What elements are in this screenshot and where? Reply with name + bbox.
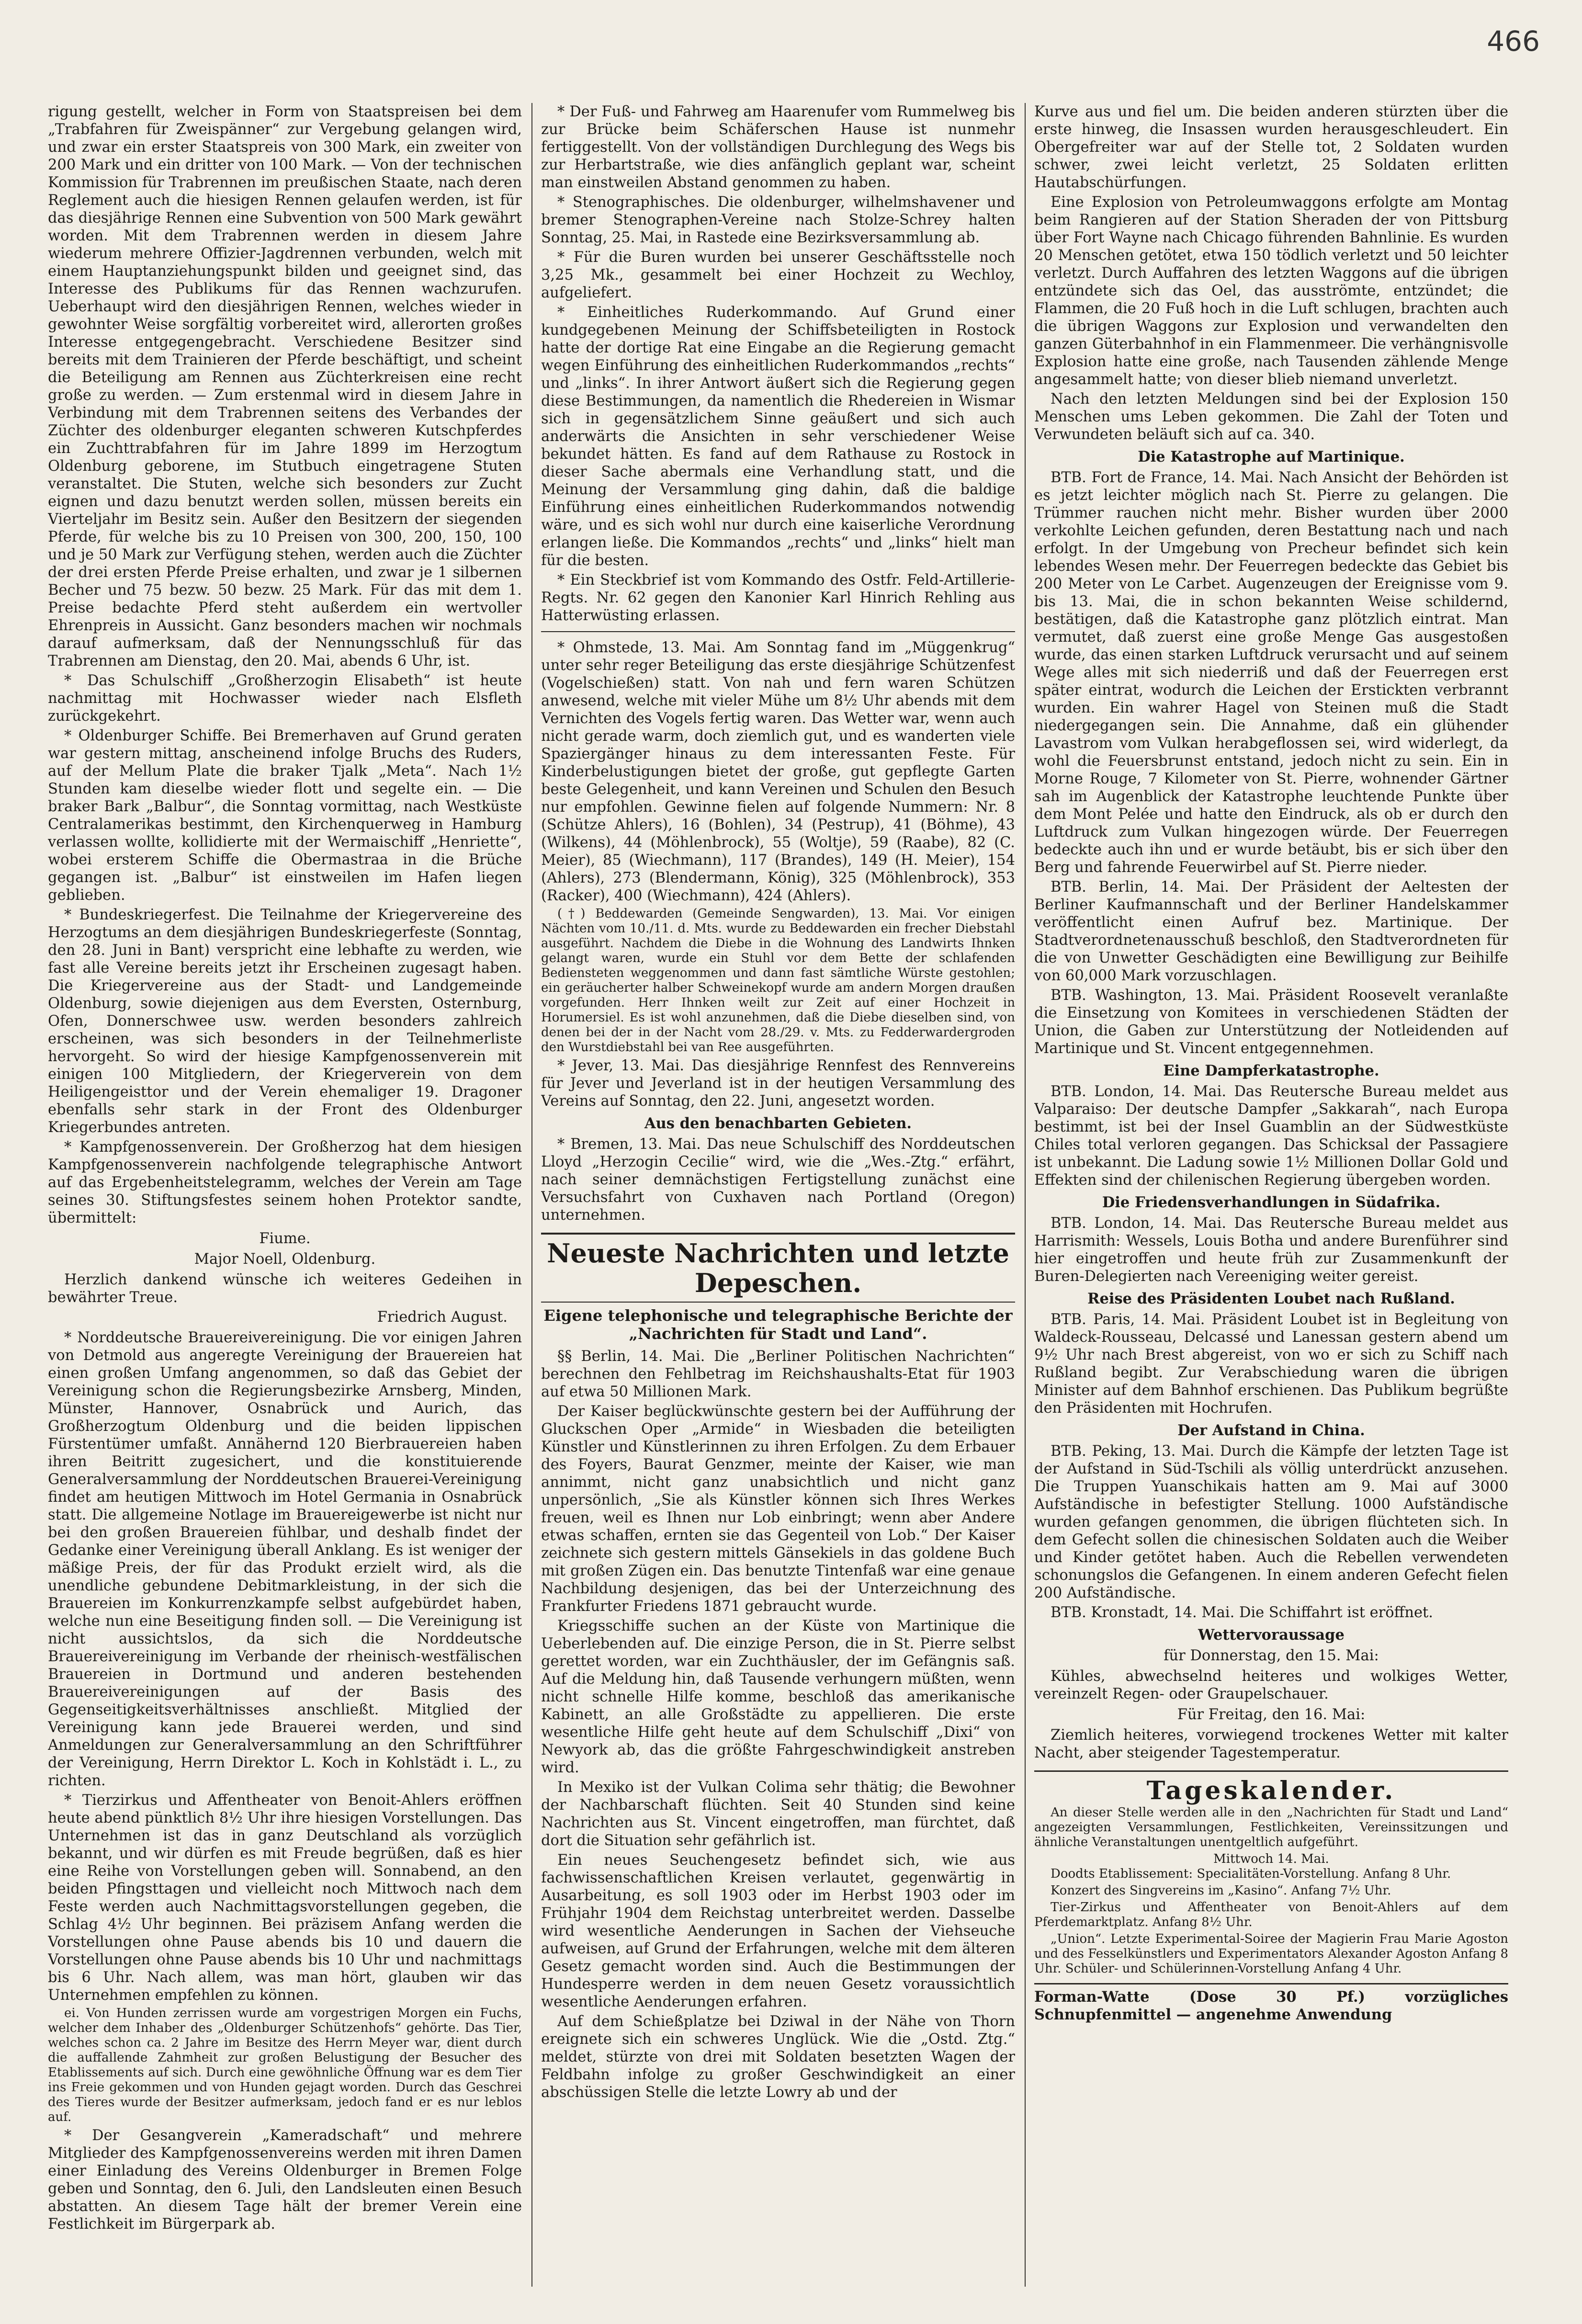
article-brauereivereinigung: * Norddeutsche Brauereivereinigung. Die vor einigen Jahren von Detmold aus angeregte Vereinigung der Brauereien hat einen großen Umfang angenommen, so daß das Gebiet der Vereinigung schon die Regierungsbezirke Arnsberg, Minden, Münster, Hannover, Osnabrück und Aurich, das Großherzogtum Oldenburg und die beiden lippischen Fürstentümer umfaßt. Annähernd 120 Bierbrauereien haben ihren Beitritt zugesichert, und die konstituierende Generalversammlung der Norddeutschen Brauerei-Vereinigung findet am heutigen Mittwoch im Hotel Germania in Osnabrück statt. Die allgemeine Notlage im Brauereigewerbe ist nicht nur bei den großen Brauereien fühlbar, und deshalb findet der Gedanke einer Vereinigung überall Anklang. Es ist weniger der mäßige Preis, der für das Produkt erzielt wird, als die unendliche gebundene Debitmarkleistung, in der sich die Brauereien im Konkurrenzkampfe selbst aufgebürdet haben, welche nun eine Beseitigung finden soll. — Die Vereinigung ist nicht aussichtslos, da sich die Norddeutsche Brauereivereinigung im Verbande der rheinisch-westfälischen Brauereien in Dortmund und anderen bestehenden Brauereivereinigungen auf der Basis des Gegenseitigkeitsverhältnisses anschließt. Mitglied der Vereinigung kann jede Brauerei werden, und sind Anmeldungen zur Generalversammlung an den Schriftführer der Vereinigung, Herrn Direktor L. Koch in Kohlstädt i. L., zu richten. [48, 1329, 522, 1789]
article-ruderkommando: * Einheitliches Ruderkommando. Auf Grund einer kundgegebenen Meinung der Schiffsbeteiligten in Rostock hatte der dortige Rat eine Eingabe an die Regierung gemacht wegen Einführung des einheitlichen Ruderkommandos „rechts“ und „links“. In ihrer Antwort äußert sich die Regierung gegen diese Bestimmungen, da namentlich die Rhedereien in Wismar sich in gegensätzlichem Sinne geäußert und sich auch anderwärts die Ansichten in sehr verschiedener Weise bekundet hätten. Es fand auf dem Rathause zu Rostock in dieser Sache abermals eine Verhandlung statt, und die Meinung der Versammlung ging dahin, daß die baldige Einführung eines einheitlichen Ruderkommandos notwendig wäre, und es sich wohl nur durch eine kaiserliche Verordnung erlangen ließe. Die Kommandos „rechts“ und „links“ hielt man für die besten. [541, 304, 1015, 569]
article-fuchs: ei. Von Hunden zerrissen wurde am vorgestrigen Morgen ein Fuchs, welcher dem Inhaber des „Oldenburger Schützenhofs“ gehörte. Das Tier, welches schon ca. 2 Jahre im Besitze des Herrn Meyer war, dient durch die auffallende Zahmheit zur großen Belustigung der Besucher des Etablissements auf sich. Durch eine gewöhnliche Öffnung war es dem Tier ins Freie gekommen und von Hunden gejagt worden. Durch das Geschrei des Tieres wurde der Besitzer aufmerksam, jedoch fand er es nur leblos auf. [48, 2006, 522, 2124]
article-schiessplatz: Auf dem Schießplatze bei Dziwal in der Nähe von Thorn ereignete sich ein schweres Unglück. Wie die „Ostd. Ztg.“ meldet, stürzte von drei mit Soldaten besetzten Wagen der Feldbahn infolge zu großer Geschwindigkeit an einer abschüssigen Stelle die letzte Lowry ab und der [541, 2013, 1015, 2101]
calendar-intro: An dieser Stelle werden alle in den „Nachrichten für Stadt und Land“ angezeigten Versammlungen, Festlichkeiten, Vereinssitzungen und ähnliche Veranstaltungen unentgeltlich aufgeführt. [1034, 1805, 1508, 1849]
article-steckbrief: * Ein Steckbrief ist vom Kommando des Ostfr. Feld-Artillerie-Regts. Nr. 62 gegen den Kanonier Karl Hinrich Rehling aus Hatterwüsting erlassen. [541, 572, 1015, 624]
article-schulschiff: * Das Schulschiff „Großherzogin Elisabeth“ ist heute nachmittag mit Hochwasser wieder nach Elsfleth zurückgekehrt. [48, 672, 522, 725]
telegram-text: Herzlich dankend wünsche ich weiteres Gedeihen in bewährter Treue. [48, 1271, 522, 1306]
article-oldenburger-schiffe: * Oldenburger Schiffe. Bei Bremerhaven auf Grund geraten war gestern mittag, anscheinend infolge Bruchs des Ruders, auf der Mellum Plate die braker Tjalk „Meta“. Nach 1½ Stunden kam dieselbe wieder flott und segelte ein. — Die braker Bark „Balbur“, die Sonntag vormittag, nach Westküste Centralamerikas bestimmt, den Kirchenquerweg in Hamburg verlassen wollte, kollidierte mit der Wermaischiff „Henriette“, wobei ersterem Schiffe die Obermastraa in die Brüche gegangen ist. „Balbur“ ist einstweilen im Hafen liegen geblieben. [48, 727, 522, 904]
section-heading-latest-news: Neueste Nachrichten und letzte Depeschen. [541, 1233, 1015, 1303]
column-3 [1034, 103, 1508, 2287]
article-trabrennen: rigung gestellt, welcher in Form von Staatspreisen bei dem „Trabfahren für Zweispänner“ zur Vergebung gelangen wird, und zwar ein erster Staatspreis von 300 Mark, ein zweiter von 200 Mark und ein dritter von 100 Mark. — Von der technischen Kommission für Trabrennen im preußischen Staate, nach deren Reglement auch die hiesigen Rennen gelaufen werden, ist für das diesjährige Rennen eine Subvention von 500 Mark gewährt worden. Mit dem Trabrennen werden in diesem Jahre wiederum mehrere Offizier-Jagdrennen verbunden, welch mit einem Hauptanziehungspunkt bilden und geeignet sind, das Interesse des Publikums für das Rennen wachzurufen. Ueberhaupt wird den diesjährigen Rennen, welches wieder in gewohnter Weise sorgfältig vorbereitet wird, allerorten großes Interesse entgegengebracht. Verschiedene Besitzer sind bereits mit dem Trainieren der Pferde beschäftigt, und scheint die Beteiligung am Rennen aus Züchterkreisen eine recht große zu werden. — Zum erstenmal wird in diesem Jahre in Verbindung mit dem Trabrennen seitens des Verbandes der Züchter des oldenburger eleganten schweren Kutschpferdes ein Zuchttrabfahren für im Jahre 1899 im Herzogtum Oldenburg geborene, im Stutbuch eingetragene Stuten veranstaltet. Die Stuten, welche sich besonders zur Zucht eignen und dazu benutzt werden sollen, müssen bereits ein Vierteljahr im Besitz sein. Außer den Besitzern der siegenden Pferde, für welche bis zu 10 Preisen von 300, 200, 150, 100 und je 50 Mark zur Verfügung stehen, werden auch die Züchter der drei ersten Pferde Preise erhalten, und zwar je 1 silbernen Becher und 75 bezw. 50 bezw. 25 Mark. Für das mit dem 1. Preise bedachte Pferd steht außerdem ein wertvoller Ehrenpreis in Aussicht. Ganz besonders machen wir nochmals darauf aufmerksam, daß der Nennungsschluß für das Trabrennen am Dienstag, den 20. Mai, abends 6 Uhr, ist. [48, 103, 522, 669]
weather-forecast-2: Ziemlich heiteres, vorwiegend trockenes Wetter mit kalter Nacht, aber steigender Tagestemperatur. [1034, 1727, 1508, 1761]
article-kronstadt: BTB. Kronstadt, 14. Mai. Die Schiffahrt ist eröffnet. [1051, 1604, 1433, 1621]
article-gesangverein: * Der Gesangverein „Kameradschaft“ und mehrere Mitglieder des Kampfgenossenvereins werden mit ihren Damen einer Einladung des Vereins Oldenburger in Bremen Folge geben und Sonntag, den 6. Juli, den Landsleuten einen Besuch abstatten. An diesem Tage hält der bremer Verein eine Festlichkeit im Bürgerpark ab. [48, 2127, 522, 2233]
article-bundeskriegerfest: * Bundeskriegerfest. Die Teilnahme der Kriegervereine des Herzogtums an dem diesjährigen Bundeskriegerfeste (Sonntag, den 28. Juni in Bant) verspricht eine lebhafte zu werden, wie fast alle Vereine bereits jetzt ihr Erscheinen zugesagt haben. Die Kriegervereine aus der Stadt- und Landgemeinde Oldenburg, sowie diejenigen aus dem Eversten, Osternburg, Ofen, Donnerschwee usw. werden besonders zahlreich erscheinen, was sich besonders in der Teilnehmerliste hervorgeht. So wird der hiesige Kampfgenossenverein mit einigen 100 Mitgliedern, der Kriegerverein von dem Heiligengeisttor und der Verein ehemaliger 19. Dragoner ebenfalls sehr stark in der Front des Oldenburger Kriegerbundes antreten. [48, 907, 522, 1136]
article-berlin-aufruf: BTB. Berlin, 14. Mai. Der Präsident der Aeltesten der Berliner Kaufmannschaft und der Berliner Handelskammer veröffentlicht einen Aufruf bez. Martinique. Der Stadtverordnetenausschuß beschloß, den Stadtverordneten für die von Unwetter Geschädigten eine Bewilligung zur Beihilfe von 60,000 Mark vorzuschlagen. [1034, 879, 1508, 984]
article-paris: BTB. Paris, 14. Mai. Präsident Loubet ist in Begleitung von Waldeck-Rousseau, Delcassé und Lanessan gestern abend um 9½ Uhr nach Brest abgereist, von wo er sich zu Schiff nach Rußland begibt. Zur Verabschiedung waren die übrigen Minister auf dem Bahnhof erschienen. Das Publikum begrüßte den Präsidenten mit Hochrufen. [1034, 1311, 1508, 1417]
section-heading-loubet: Reise des Präsidenten Loubet nach Rußland. [1087, 1290, 1455, 1307]
article-unglueck-cont: Kurve aus und fiel um. Die beiden anderen stürzten über die erste hinweg, die Insassen wurden herausgeschleudert. Ein Obergefreiter war auf der Stelle tot, 2 Soldaten wurden schwer, zwei leicht verletzt, 25 Soldaten erlitten Hautabschürfungen. [1034, 103, 1508, 191]
article-seuchengesetz: Ein neues Seuchengesetz befindet sich, wie aus fachwissenschaftlichen Kreisen verlautet, gegenwärtig in Ausarbeitung, es soll 1903 oder im Herbst 1903 oder im Frühjahr 1904 dem Reichstag unterbreitet werden. Dasselbe wird wesentliche Aenderungen in Sachen der Viehseuche aufweisen, auf Grund der Erfahrungen, welche mit dem älteren Gesetz gemacht worden sind. Auch die Bestimmungen der Hundesperre werden in dem neuen Gesetz voraussichtlich wesentliche Aenderungen erfahren. [541, 1852, 1015, 2010]
article-mexiko: In Mexiko ist der Vulkan Colima sehr thätig; die Bewohner der Nachbarschaft flüchten. Seit 40 Stunden sind keine Nachrichten aus St. Vincent eingetroffen, man fürchtet, daß dort die Situation sehr gefährlich ist. [541, 1779, 1015, 1849]
article-explosion: Eine Explosion von Petroleumwaggons erfolgte am Montag beim Rangieren auf der Station Sheraden der von Pittsburg über Fort Wayne nach Chicago führenden Bahnlinie. Es wurden 20 Menschen getötet, etwa 150 tödlich verletzt und 50 leichter verletzt. Durch Auffahren des letzten Waggons auf die übrigen entzündete sich das Oel, das ausströmte, entzündet; die Flammen, die 20 Fuß hoch in die Luft schlugen, brachten auch die übrigen Waggons zur Explosion und verwandelten den ganzen Güterbahnhof in ein Flammenmeer. Die verhängnisvolle Explosion hatte eine große, nach Tausenden zählende Menge angesammelt hatte; von dieser blieb niemand unverletzt. [1034, 194, 1508, 388]
column-1 [48, 103, 522, 2287]
weather-heading: Wettervoraussage [1198, 1626, 1345, 1644]
article-london-dampfer: BTB. London, 14. Mai. Das Reutersche Bureau meldet aus Valparaiso: Der deutsche Dampfer „Sakkarah“, nach Europa bestimmt, ist bei der Insel Guamblin an der Südwestküste Chiles total verloren gegangen. Das Schicksal der Passagiere ist unbekannt. Die Ladung sowie 1½ Millionen Dollar Gold und Effekten sind der chilenischen Regierung übergeben worden. [1034, 1083, 1508, 1189]
article-kriegsschiffe: Kriegsschiffe suchen an der Küste von Martinique die Ueberlebenden auf. Die einzige Person, die in St. Pierre selbst gerettet worden, war ein Zuchthäusler, der im Gefängnis saß. Auf die Meldung hin, daß Tausende verhungern müßten, wenn nicht schnelle Hilfe komme, beschloß das amerikanische Kabinett, an alle Großstädte zu appellieren. Die erste wesentliche Hilfe geht heute auf dem Schulschiff „Dixi“ von Newyork ab, das die größte Fahrgeschwindigkeit anstreben wird. [541, 1618, 1015, 1776]
column-rule [531, 103, 532, 2287]
article-ohmstede: * Ohmstede, 13. Mai. Am Sonntag fand im „Müggenkrug“ unter sehr reger Beteiligung das erste diesjährige Schützenfest (Vogelschießen) statt. Von nah und fern waren Schützen anwesend, welche mit vieler Mühe um 8½ Uhr abends mit dem Vernichten des Vogels fertig waren. Das Wetter war, wenn auch nicht gerade warm, doch ziemlich gut, und es wanderten viele Spaziergänger hinaus zu dem interessanten Feste. Für Kinderbelustigungen bietet der große, gut gepflegte Garten beste Gelegenheit, und kann Vereinen und Schulen den Besuch nur empfohlen. Gewinne fielen auf folgende Nummern: Nr. 8 (Schütze Ahlers), 16 (Bohlen), 34 (Pestrup), 41 (Böhme), 43 (Wilkens), 44 (Möhlenbrock), 55 (Woltje), 59 (Raabe), 82 (C. Meier), 85 (Wiechmann), 117 (Brandes), 149 (H. Meier), 154 (Ahlers), 273 (Blendermann, König), 325 (Möhlenbrock), 353 (Racker), 400 (Wiechmann), 424 (Ahlers). [541, 639, 1015, 904]
article-kaiser: Der Kaiser beglückwünschte gestern bei der Aufführung der Gluckschen Oper „Armide“ in Wiesbaden die beteiligten Künstler und Künstlerinnen zu ihren Erfolgen. Zu dem Erbauer des Foyers, Baurat Genzmer, meinte der Kaiser, wie man annimmt, nicht ganz unabsichtlich und nicht ganz unpersönlich, „Sie als Künstler können sich Ihres Werkes freuen, weil es Ihnen nur Lob einbringt; wenn aber Andere etwas schaffen, ernten sie das Gegenteil von Lob.“ Der Kaiser zeichnete sich gestern mittels Gänsekiels in das goldene Buch mit großen Zügen ein. Das benutzte Tintenfaß war eine genaue Nachbildung desjenigen, das bei der Unterzeichnung des Frankfurter Friedens 1871 gebraucht wurde. [541, 1403, 1015, 1615]
section-heading-china: Der Aufstand in China. [1177, 1422, 1365, 1439]
section-heading-suedafrika: Die Friedensverhandlungen in Südafrika. [1102, 1194, 1441, 1211]
article-stenographisches: * Stenographisches. Die oldenburger, wilhelmshavener und bremer Stenographen-Vereine nach Stolze-Schrey halten Sonntag, 25. Mai, in Rastede eine Bezirksversammlung ab. [541, 194, 1015, 246]
article-fussweg: * Der Fuß- und Fahrweg am Haarenufer vom Rummelweg bis zur Brücke beim Schäferschen Hause ist nunmehr fertiggestellt. Von der vollständigen Durchlegung des Wegs bis zur Herbartstraße, wie dies anfänglich geplant war, scheint man einstweilen Abstand genommen zu haben. [541, 103, 1015, 191]
article-bremen: * Bremen, 13. Mai. Das neue Schulschiff des Norddeutschen Lloyd „Herzogin Cecilie“ wird, wie die „Wes.-Ztg.“ erfährt, nach seiner demnächstigen Fertigstellung zunächst eine Versuchsfahrt von Cuxhaven nach Portland (Oregon) unternehmen. [541, 1136, 1015, 1224]
article-jever: * Jever, 13. Mai. Das diesjährige Rennfest des Rennvereins für Jever und Jeverland ist in der heutigen Versammlung des Vereins auf Sonntag, den 22. Juni, angesetzt worden. [541, 1057, 1015, 1110]
article-kampfgenossenverein: * Kampfgenossenverein. Der Großherzog hat dem hiesigen Kampfgenossenverein nachfolgende telegraphische Antwort auf das Ergebenheitstelegramm, welches der Verein am Tage seines 30. Stiftungsfestes seinem hohen Protektor sandte, übermittelt: [48, 1139, 522, 1226]
article-explosion-update: Nach den letzten Meldungen sind bei der Explosion 150 Menschen ums Leben gekommen. Die Zahl der Toten und Verwundeten beläuft sich auf ca. 340. [1034, 391, 1508, 443]
calendar-entry: Doodts Etablissement: Specialitäten-Vorstellung. Anfang 8 Uhr. [1051, 1867, 1451, 1881]
telegram-signature: Friedrich August. [377, 1309, 508, 1326]
telegram-address: Major Noell, Oldenburg. [194, 1251, 376, 1268]
telegram-place: Fiume. [259, 1230, 311, 1247]
calendar-entry: Konzert des Singvereins im „Kasino“. Anfang 7½ Uhr. [1051, 1883, 1391, 1898]
column-rule [1025, 103, 1026, 2287]
article-london-buren: BTB. London, 14. Mai. Das Reutersche Bureau meldet aus Harrismith: Wessels, Louis Botha und andere Burenführer sind hier eingetroffen und heute früh zur Zusammenkunft der Buren-Delegierten nach Vereeniging weiter gereist. [1034, 1215, 1508, 1285]
weather-day-1: für Donnerstag, den 15. Mai: [1164, 1647, 1379, 1664]
calendar-day: Mittwoch 14. Mai. [1213, 1852, 1329, 1866]
article-buren: * Für die Buren wurden bei unserer Geschäftsstelle noch 3,25 Mk., gesammelt bei einer Hochzeit zu Wechloy, aufgeliefert. [541, 249, 1015, 301]
weather-day-2: Für Freitag, den 16. Mai: [1177, 1706, 1366, 1723]
calendar-entry: „Union“. Letzte Experimental-Soiree der Magierin Frau Marie Agoston und des Fesselkünstlers und Experimentators Alexander Agoston Anfang 8 Uhr. Schüler- und Schülerinnen-Vorstellung Anfang 4 Uhr. [1034, 1932, 1508, 1976]
article-washington: BTB. Washington, 13. Mai. Präsident Roosevelt veranlaßte die Einsetzung von Komitees in verschiedenen Städten der Union, die Gaben zur Unterstützung der Notleidenden auf Martinique und St. Vincent entgegennehmen. [1034, 987, 1508, 1057]
page-number: 466 [1487, 25, 1540, 57]
section-heading-martinique: Die Katastrophe auf Martinique. [1138, 448, 1405, 465]
advertisement: Forman-Watte (Dose 30 Pf.) vorzügliches Schnupfenmittel — angenehme Anwendung [1034, 1983, 1508, 2024]
article-peking: BTB. Peking, 13. Mai. Durch die Kämpfe der letzten Tage ist der Aufstand in Süd-Tschili als völlig unterdrückt anzusehen. Die Truppen Yuanschikais hatten am 9. Mai auf 3000 Aufständische in befestigter Stellung. 1000 Aufständische wurden gefangen genommen, die übrigen flüchteten sich. In dem Gefecht sollen die chinesischen Soldaten auch die Weiber und Kinder getötet haben. Auch die Rebellen verwendeten schonungslos die Gefangenen. In einem anderen Gefecht fielen 200 Aufständische. [1034, 1443, 1508, 1601]
section-heading-neighbors: Aus den benachbarten Gebieten. [644, 1115, 912, 1132]
calendar-heading: Tageskalender. [1034, 1770, 1508, 1805]
article-berlin-etat: §§ Berlin, 14. Mai. Die „Berliner Politischen Nachrichten“ berechnen den Fehlbetrag im Reichshaushalts-Etat für 1903 auf etwa 50 Millionen Mark. [541, 1348, 1015, 1400]
article-fort-de-france: BTB. Fort de France, 14. Mai. Nach Ansicht der Behörden ist es jetzt leichter möglich nach St. Pierre zu gelangen. Die Trümmer rauchen nicht mehr. Bisher wurden über 2000 verkohlte Leichen gefunden, deren Bestattung nach und nach erfolgt. In der Umgebung von Precheur befindet sich kein lebendes Wesen mehr. Der Feuerregen bedeckte das Gebiet bis 200 Meter von Le Carbet. Augenzeugen der Ereignisse vom 9. bis 13. Mai, die in schon bekannten Weise schildernd, bestätigen, daß die Katastrophe ganz plötzlich eintrat. Man vermutet, daß zuerst eine große Menge Gas ausgestoßen wurde, das einen starken Luftdruck verursacht und auf seinem Wege alles mit sich niederriß und daß der Feuerregen erst später eintrat, wodurch die Leichen der Erstickten verbrannt wurden. Ein wahrer Hagel von Steinen muß die Stadt niedergegangen sein. Die Annahme, daß ein glühender Lavastrom vom Vulkan herabgeflossen sei, wird widerlegt, da wohl die Feuersbrunst entstand, jedoch nicht zu sein. Ein in Morne Rouge, 7 Kilometer von St. Pierre, wohnender Gärtner sah im Augenblick der Katastrophe leuchtende Punkte über dem Mont Pelée und hatte den Eindruck, als ob er durch den Luftdruck zum Vulkan hingezogen würde. Der Feuerregen bedeckte auch ihn und er wurde betäubt, bis er sich über den Berg und fahrende Feuerwirbel auf St. Pierre nieder. [1034, 469, 1508, 876]
article-beddewarden: (†) Beddewarden (Gemeinde Sengwarden), 13. Mai. Vor einigen Nächten vom 10./11. d. Mts. wurde zu Beddewarden ein frecher Diebstahl ausgeführt. Nachdem die Diebe in die Wohnung des Landwirts Ihnken gelangt waren, wurde ein Stuhl vor dem Bette der schlafenden Bediensteten weggenommen und dann fast sämtliche Würste gestohlen; ein geräucherter halber Schweinekopf wurde am andern Morgen draußen vorgefunden. Herr Ihnken weilt zur Zeit auf einer Hochzeit in Horumersiel. Es ist wohl anzunehmen, daß die Diebe dieselben sind, von denen bei der in der Nacht vom 28./29. v. Mts. zu Fedderwardergroden den Wurstdiebstahl bei van Ree ausgeführten. [541, 907, 1015, 1054]
calendar-entry: Tier-Zirkus und Affentheater von Benoit-Ahlers auf dem Pferdemarktplatz. Anfang 8½ Uhr. [1034, 1900, 1508, 1929]
divider [541, 631, 1015, 632]
section-subheading: Eigene telephonische und telegraphische Berichte der „Nachrichten für Stadt und Land“. [543, 1306, 1013, 1343]
weather-forecast-1: Kühles, abwechselnd heiteres und wolkiges Wetter, vereinzelt Regen- oder Graupelschauer. [1034, 1668, 1508, 1702]
section-heading-dampfer: Eine Dampferkatastrophe. [1163, 1062, 1379, 1079]
column-2 [541, 103, 1015, 2287]
article-tierzirkus: * Tierzirkus und Affentheater von Benoit-Ahlers eröffnen heute abend pünktlich 8½ Uhr ihre hiesigen Vorstellungen. Das Unternehmen ist das in ganz Deutschland als vorzüglich bekannt, und wir dürfen es mit Freude begrüßen, daß es hier eine Reihe von Vorstellungen geben will. Sonnabend, an den beiden Pfingsttagen und vielleicht noch Mittwoch nach dem Feste werden auch Nachmittagsvorstellungen gegeben, die Schlag 4½ Uhr beginnen. Bei präzisem Anfang werden die Vorstellungen ohne Pause abends bis 10 und dauern die Vorstellungen ohne Pause abends bis 10 Uhr und nachmittags bis 6 Uhr. Nach allem, was man hört, glauben wir das Unternehmen empfehlen zu können. [48, 1792, 522, 2004]
